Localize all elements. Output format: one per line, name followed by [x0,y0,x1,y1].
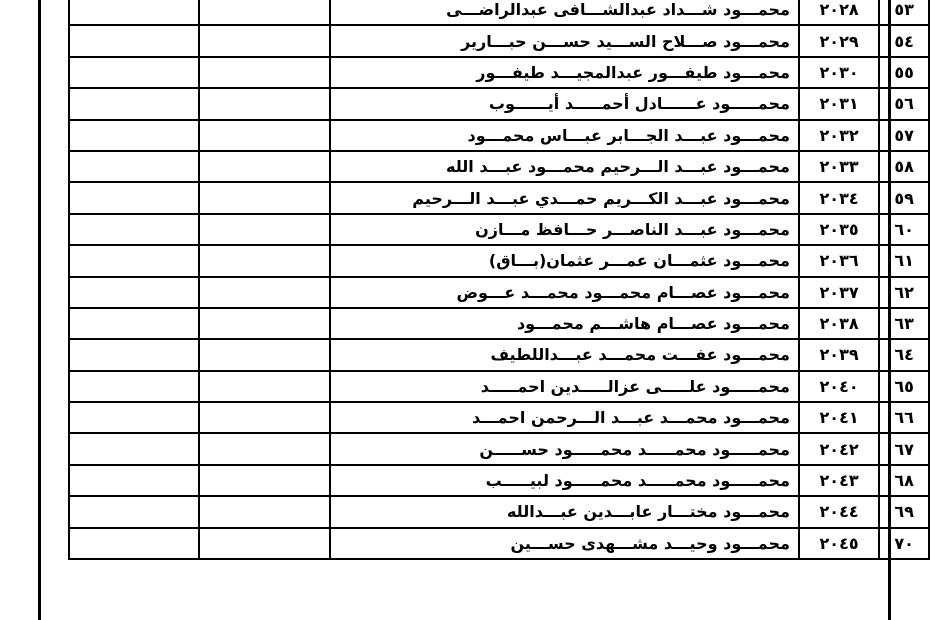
student-name-cell: محمـــود شـــداد عبدالشـــافى عبدالراضـــى [330,0,799,25]
table-row [69,0,929,25]
empty-cell [199,88,329,119]
table-row [69,339,929,370]
table-row [69,214,929,245]
empty-cell [199,528,329,559]
student-name-cell: محمـــود عفـــت محمـــد عبـــداللطيف [330,339,799,370]
student-name-cell: محمـــــود محمـــــد محمـــــود لبيـــــب [330,465,799,496]
serial-number-cell: ٥٦ [879,88,929,119]
seat-number-cell: ٢٠٤٣ [799,465,879,496]
seat-number-cell: ٢٠٣٨ [799,308,879,339]
empty-cell [69,120,199,151]
serial-number-cell: ٥٣ [879,0,929,25]
table-row [69,151,929,182]
serial-number-cell: ٦٧ [879,433,929,464]
student-name-cell: محمـــــود علـــــى عزالـــــدين احمـــــد [330,371,799,402]
serial-number-cell: ٥٨ [879,151,929,182]
empty-cell [199,433,329,464]
empty-cell [199,308,329,339]
seat-number-cell: ٢٠٣٩ [799,339,879,370]
table-row [69,371,929,402]
student-name-cell: محمـــود عصـــام محمـــود محمـــد عـــوض [330,277,799,308]
student-roster-table [68,0,930,560]
seat-number-cell: ٢٠٢٨ [799,0,879,25]
seat-number-cell: ٢٠٣٥ [799,214,879,245]
empty-cell [69,182,199,213]
empty-cell [69,245,199,276]
empty-cell [69,528,199,559]
empty-cell [199,151,329,182]
seat-number-cell: ٢٠٣٣ [799,151,879,182]
empty-cell [199,57,329,88]
serial-number-cell: ٥٥ [879,57,929,88]
empty-cell [69,402,199,433]
table-row [69,277,929,308]
empty-cell [199,465,329,496]
table-row [69,182,929,213]
seat-number-cell: ٢٠٣٧ [799,277,879,308]
table-row [69,88,929,119]
empty-cell [69,496,199,527]
page-frame-left-border [38,0,41,620]
student-name-cell: محمـــود مختـــار عابـــدين عبـــدالله [330,496,799,527]
empty-cell [69,151,199,182]
empty-cell [69,88,199,119]
empty-cell [69,214,199,245]
empty-cell [69,465,199,496]
table-row [69,25,929,56]
table-row [69,245,929,276]
seat-number-cell: ٢٠٣٠ [799,57,879,88]
seat-number-cell: ٢٠٣١ [799,88,879,119]
student-name-cell: محمـــود عبـــد الناصـــر حـــافظ مـــازن [330,214,799,245]
empty-cell [199,25,329,56]
seat-number-cell: ٢٠٣٤ [799,182,879,213]
table-row [69,402,929,433]
student-name-cell: محمـــود عصـــام هاشـــم محمـــود [330,308,799,339]
empty-cell [69,371,199,402]
empty-cell [69,433,199,464]
serial-number-cell: ٦٢ [879,277,929,308]
table-row [69,57,929,88]
seat-number-cell: ٢٠٤٠ [799,371,879,402]
empty-cell [69,25,199,56]
seat-number-cell: ٢٠٤٤ [799,496,879,527]
serial-number-cell: ٦٥ [879,371,929,402]
empty-cell [69,277,199,308]
student-name-cell: محمـــود طيفـــور عبدالمجيـــد طيفـــور [330,57,799,88]
empty-cell [199,0,329,25]
table-row [69,308,929,339]
seat-number-cell: ٢٠٢٩ [799,25,879,56]
empty-cell [69,57,199,88]
serial-number-cell: ٦٣ [879,308,929,339]
serial-number-cell: ٥٤ [879,25,929,56]
student-name-cell: محمـــــود محمـــــد محمـــــود حســـــن [330,433,799,464]
student-name-cell: محمـــود عثمـــان عمـــر عثمان(بـــاق) [330,245,799,276]
serial-number-cell: ٦٨ [879,465,929,496]
student-name-cell: محمـــود محمـــد عبـــد الـــرحمن احمـــد [330,402,799,433]
seat-number-cell: ٢٠٤٢ [799,433,879,464]
empty-cell [69,339,199,370]
empty-cell [199,371,329,402]
student-name-cell: محمـــود عبـــد الجـــابر عبـــاس محمـــود [330,120,799,151]
empty-cell [199,182,329,213]
table-row [69,465,929,496]
serial-number-cell: ٦٩ [879,496,929,527]
serial-number-cell: ٧٠ [879,528,929,559]
table-row [69,433,929,464]
empty-cell [199,214,329,245]
seat-number-cell: ٢٠٣٢ [799,120,879,151]
seat-number-cell: ٢٠٤١ [799,402,879,433]
empty-cell [199,339,329,370]
table-row [69,496,929,527]
table-row [69,528,929,559]
serial-number-cell: ٥٧ [879,120,929,151]
serial-number-cell: ٦٦ [879,402,929,433]
seat-number-cell: ٢٠٣٦ [799,245,879,276]
student-name-cell: محمـــود وحيـــد مشـــهدى حســـين [330,528,799,559]
roster-body [69,0,929,559]
empty-cell [69,308,199,339]
serial-number-cell: ٥٩ [879,182,929,213]
empty-cell [69,0,199,25]
student-name-cell: محمـــود عبـــد الـــرحيم محمـــود عبـــد الله [330,151,799,182]
table-row [69,120,929,151]
empty-cell [199,120,329,151]
empty-cell [199,245,329,276]
serial-number-cell: ٦٠ [879,214,929,245]
student-name-cell: محمـــود صـــلاح الســـيد حســـن حبـــارير [330,25,799,56]
empty-cell [199,402,329,433]
serial-number-cell: ٦١ [879,245,929,276]
student-name-cell: محمـــــود عــــــادل أحمـــــد أيــــــوب [330,88,799,119]
empty-cell [199,496,329,527]
seat-number-cell: ٢٠٤٥ [799,528,879,559]
student-name-cell: محمـــود عبـــد الكـــريم حمـــدي عبـــد الـــرحيم [330,182,799,213]
serial-number-cell: ٦٤ [879,339,929,370]
empty-cell [199,277,329,308]
